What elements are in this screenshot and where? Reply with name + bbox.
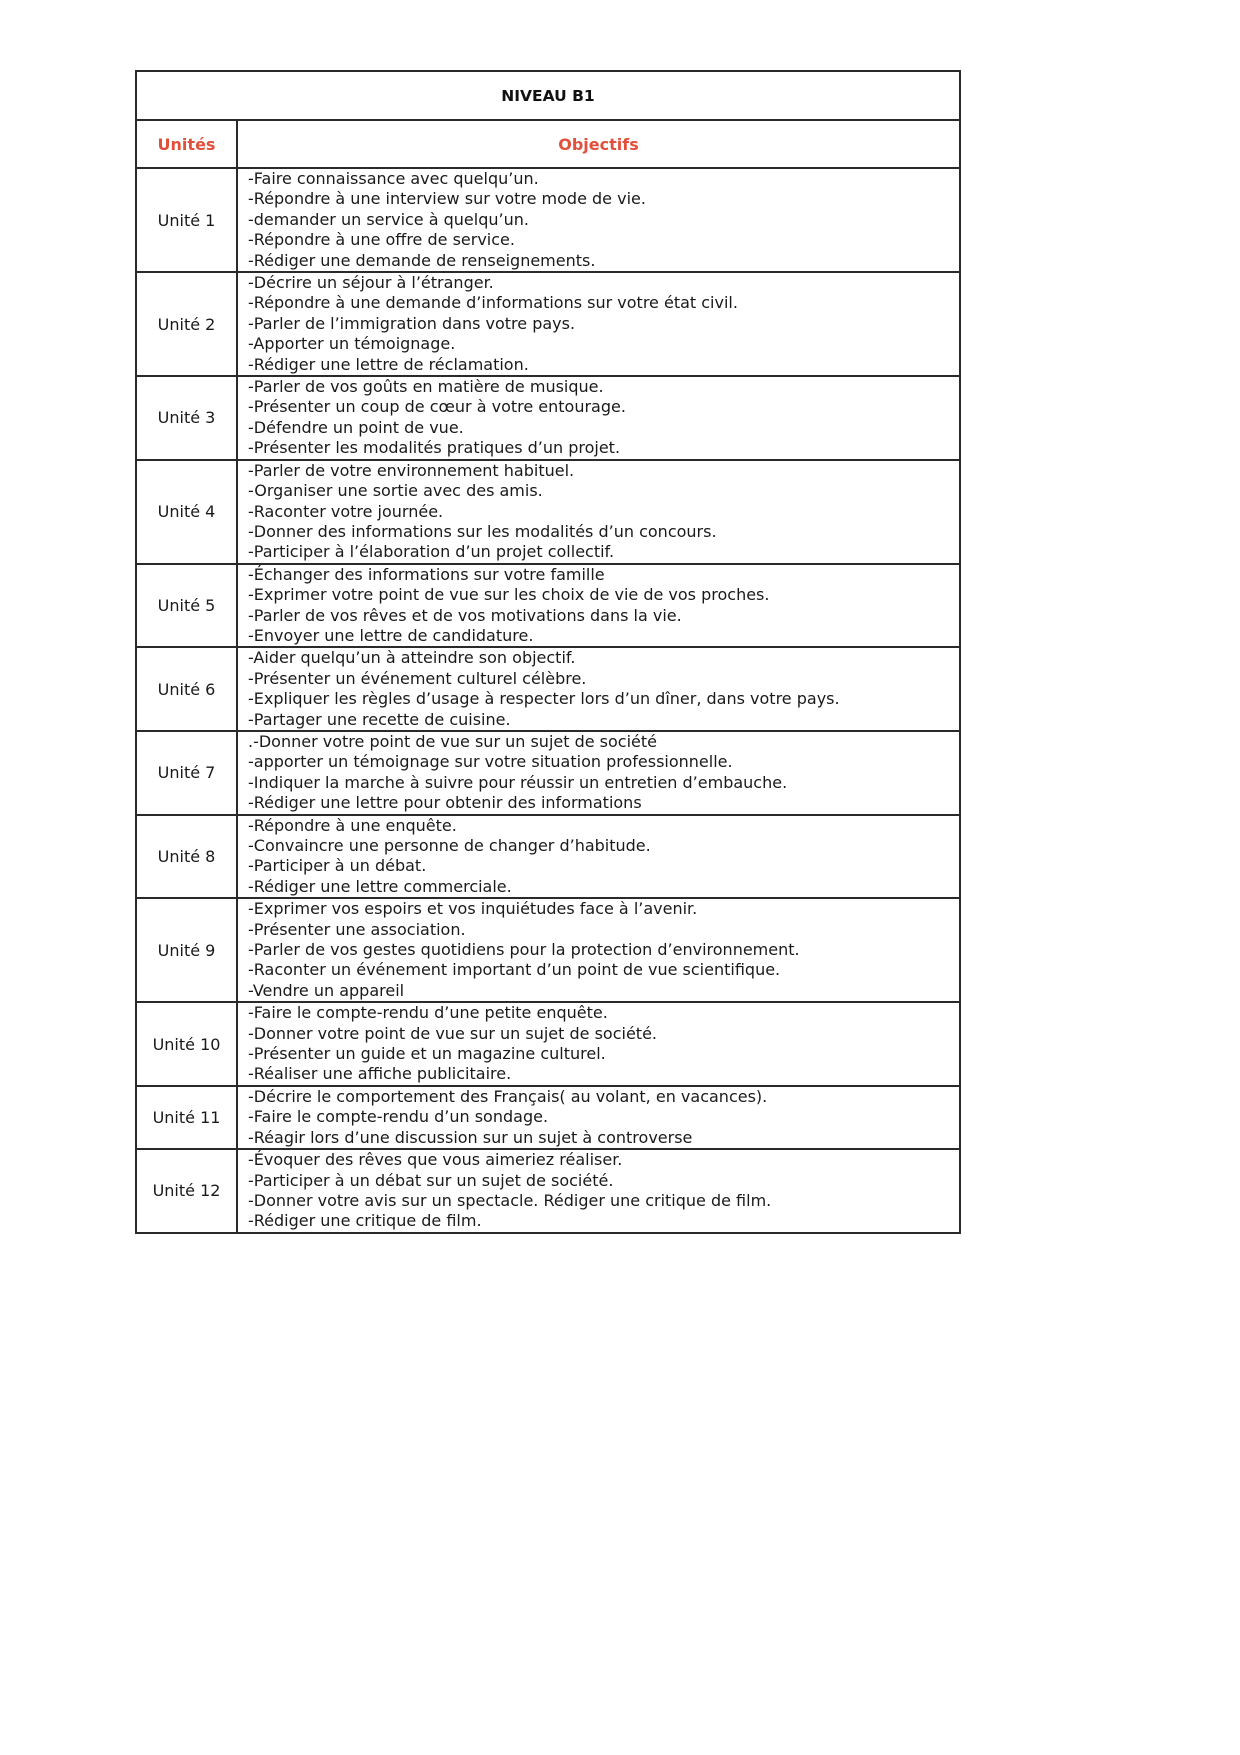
objectives-cell: [237, 647, 960, 731]
unit-label: Unité 10: [136, 1002, 237, 1086]
objective-item: -Faire le compte-rendu d’une petite enquête.: [248, 1003, 608, 1023]
table-title: NIVEAU B1: [136, 71, 960, 120]
objective-item: -Indiquer la marche à suivre pour réussir un entretien d’embauche.: [248, 772, 788, 792]
unit-label: Unité 1: [136, 168, 237, 272]
objective-item: -Répondre à une offre de service.: [248, 230, 515, 250]
objective-item: -Exprimer vos espoirs et vos inquiétudes face à l’avenir.: [248, 899, 698, 919]
objective-item: -Exprimer votre point de vue sur les choix de vie de vos proches.: [248, 585, 770, 605]
objective-item: -apporter un témoignage sur votre situation professionnelle.: [248, 752, 733, 772]
objective-item: -Présenter une association.: [248, 919, 466, 939]
unit-label: Unité 12: [136, 1149, 237, 1233]
objectives-cell: [237, 731, 960, 815]
objective-item: -Répondre à une demande d’informations sur votre état civil.: [248, 293, 738, 313]
objectives-cell: [237, 1086, 960, 1149]
objectives-cell: [237, 272, 960, 376]
unit-label: Unité 5: [136, 564, 237, 648]
unit-label: Unité 7: [136, 731, 237, 815]
objective-item: -Parler de l’immigration dans votre pays.: [248, 313, 576, 333]
objective-item: -Rédiger une lettre commerciale.: [248, 876, 512, 896]
unit-label: Unité 3: [136, 376, 237, 460]
objective-item: -Rédiger une demande de renseignements.: [248, 250, 596, 270]
table-row: [136, 460, 960, 564]
objective-item: -Présenter les modalités pratiques d’un projet.: [248, 438, 621, 458]
objective-item: -Raconter votre journée.: [248, 501, 444, 521]
objectives-cell: [237, 564, 960, 648]
unit-label: Unité 9: [136, 898, 237, 1002]
column-header-units: Unités: [136, 120, 237, 168]
table-row: [136, 376, 960, 460]
objectives-cell: [237, 898, 960, 1002]
objective-item: -Rédiger une critique de film.: [248, 1211, 482, 1231]
objective-item: .-Donner votre point de vue sur un sujet de société: [248, 731, 658, 751]
objective-item: -Défendre un point de vue.: [248, 417, 464, 437]
objectives-cell: [237, 815, 960, 899]
objective-item: -Participer à un débat sur un sujet de société.: [248, 1170, 614, 1190]
objective-item: -Convaincre une personne de changer d’habitude.: [248, 836, 651, 855]
objective-item: -demander un service à quelqu’un.: [248, 209, 529, 229]
unit-label: Unité 11: [136, 1086, 237, 1149]
objective-item: -Décrire un séjour à l’étranger.: [248, 273, 494, 293]
objective-item: -Répondre à une enquête.: [248, 815, 457, 835]
objective-item: -Donner votre avis sur un spectacle. Rédiger une critique de film.: [248, 1190, 772, 1210]
objectives-table: [135, 70, 961, 1234]
objective-item: -Présenter un coup de cœur à votre entourage.: [248, 397, 626, 417]
table-row: [136, 564, 960, 648]
table-row: [136, 1002, 960, 1086]
objective-item: -Parler de vos gestes quotidiens pour la protection d’environnement.: [248, 940, 800, 960]
column-header-objectives: Objectifs: [237, 120, 960, 168]
objective-item: -Décrire le comportement des Français( au volant, en vacances).: [248, 1086, 768, 1106]
unit-label: Unité 2: [136, 272, 237, 376]
table-row: [136, 898, 960, 1002]
objective-item: -Expliquer les règles d’usage à respecter lors d’un dîner, dans votre pays.: [248, 689, 840, 709]
objective-item: -Faire le compte-rendu d’un sondage.: [248, 1107, 549, 1127]
objective-item: -Raconter un événement important d’un point de vue scientifique.: [248, 960, 781, 980]
objective-item: -Évoquer des rêves que vous aimeriez réaliser.: [248, 1150, 623, 1170]
table-row: [136, 1149, 960, 1233]
objective-item: -Parler de votre environnement habituel.: [248, 460, 575, 480]
objectives-cell: [237, 1002, 960, 1086]
objective-item: -Partager une recette de cuisine.: [248, 709, 511, 729]
unit-label: Unité 4: [136, 460, 237, 564]
table-row: [136, 815, 960, 899]
unit-label: Unité 6: [136, 647, 237, 731]
objective-item: -Parler de vos goûts en matière de musique.: [248, 377, 604, 397]
objective-item: -Apporter un témoignage.: [248, 334, 456, 354]
title-row: [136, 71, 960, 120]
objective-item: -Participer à l’élaboration d’un projet collectif.: [248, 542, 615, 562]
table-row: [136, 168, 960, 272]
objective-item: -Présenter un guide et un magazine culturel.: [248, 1044, 606, 1064]
table-row: [136, 647, 960, 731]
objective-item: -Échanger des informations sur votre famille: [248, 564, 605, 584]
objective-item: -Répondre à une interview sur votre mode de vie.: [248, 189, 646, 209]
objective-item: -Parler de vos rêves et de vos motivations dans la vie.: [248, 605, 682, 625]
table-row: [136, 272, 960, 376]
table-row: [136, 731, 960, 815]
objective-item: -Rédiger une lettre de réclamation.: [248, 354, 529, 374]
objective-item: -Vendre un appareil: [248, 980, 405, 1000]
objectives-cell: [237, 376, 960, 460]
objectives-cell: [237, 168, 960, 272]
objective-item: -Participer à un débat.: [248, 856, 427, 876]
objective-item: -Envoyer une lettre de candidature.: [248, 625, 534, 645]
objective-item: -Présenter un événement culturel célèbre.: [248, 668, 587, 688]
objectives-cell: [237, 1149, 960, 1233]
objective-item: -Réagir lors d’une discussion sur un sujet à controverse: [248, 1127, 693, 1147]
header-row: [136, 120, 960, 168]
objective-item: -Rédiger une lettre pour obtenir des informations: [248, 793, 642, 813]
table-row: [136, 1086, 960, 1149]
unit-label: Unité 8: [136, 815, 237, 899]
objective-item: -Aider quelqu’un à atteindre son objectif.: [248, 648, 576, 668]
objective-item: -Donner votre point de vue sur un sujet de société.: [248, 1023, 658, 1043]
objective-item: -Donner des informations sur les modalités d’un concours.: [248, 521, 717, 541]
objectives-cell: [237, 460, 960, 564]
objective-item: -Faire connaissance avec quelqu’un.: [248, 169, 539, 188]
objective-item: -Organiser une sortie avec des amis.: [248, 481, 543, 501]
objective-item: -Réaliser une affiche publicitaire.: [248, 1064, 512, 1084]
